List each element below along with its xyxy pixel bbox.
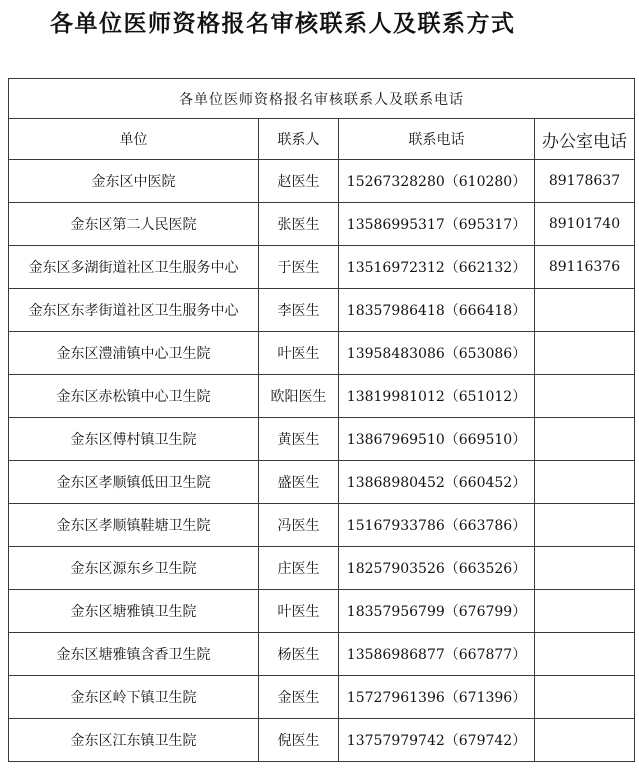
cell-phone: 13867969510（669510）: [339, 418, 535, 461]
cell-unit: 金东区源东乡卫生院: [9, 547, 259, 590]
cell-unit: 金东区中医院: [9, 160, 259, 203]
cell-unit: 金东区澧浦镇中心卫生院: [9, 332, 259, 375]
cell-office-phone: 89116376: [535, 246, 635, 289]
contacts-table-body: [9, 79, 635, 762]
cell-contact: 张医生: [259, 203, 339, 246]
cell-office-phone: [535, 504, 635, 547]
cell-contact: 欧阳医生: [259, 375, 339, 418]
cell-contact: 庄医生: [259, 547, 339, 590]
cell-unit: 金东区江东镇卫生院: [9, 719, 259, 762]
cell-office-phone: [535, 590, 635, 633]
cell-office-phone: 89101740: [535, 203, 635, 246]
table-row: [9, 461, 635, 504]
cell-unit: 金东区岭下镇卫生院: [9, 676, 259, 719]
table-row: [9, 160, 635, 203]
table-row: [9, 375, 635, 418]
cell-contact: 金医生: [259, 676, 339, 719]
table-row: [9, 289, 635, 332]
cell-unit: 金东区孝顺镇鞋塘卫生院: [9, 504, 259, 547]
cell-phone: 13958483086（653086）: [339, 332, 535, 375]
table-row: [9, 504, 635, 547]
cell-contact: 叶医生: [259, 590, 339, 633]
cell-contact: 冯医生: [259, 504, 339, 547]
table-caption: 各单位医师资格报名审核联系人及联系电话: [9, 79, 635, 119]
cell-unit: 金东区赤松镇中心卫生院: [9, 375, 259, 418]
cell-unit: 金东区塘雅镇含香卫生院: [9, 633, 259, 676]
cell-phone: 13516972312（662132）: [339, 246, 535, 289]
cell-phone: 18357956799（676799）: [339, 590, 535, 633]
header-contact: 联系人: [259, 119, 339, 160]
cell-contact: 叶医生: [259, 332, 339, 375]
cell-unit: 金东区孝顺镇低田卫生院: [9, 461, 259, 504]
cell-office-phone: [535, 332, 635, 375]
cell-phone: 15727961396（671396）: [339, 676, 535, 719]
cell-office-phone: [535, 547, 635, 590]
table-row: [9, 719, 635, 762]
table-caption-row: [9, 79, 635, 119]
cell-office-phone: [535, 719, 635, 762]
document-title: 各单位医师资格报名审核联系人及联系方式: [50, 11, 516, 37]
cell-contact: 于医生: [259, 246, 339, 289]
header-office-phone: 办公室电话: [535, 119, 635, 160]
cell-contact: 李医生: [259, 289, 339, 332]
header-phone: 联系电话: [339, 119, 535, 160]
cell-unit: 金东区傅村镇卫生院: [9, 418, 259, 461]
cell-contact: 倪医生: [259, 719, 339, 762]
cell-unit: 金东区第二人民医院: [9, 203, 259, 246]
cell-contact: 赵医生: [259, 160, 339, 203]
cell-contact: 杨医生: [259, 633, 339, 676]
cell-office-phone: [535, 375, 635, 418]
cell-unit: 金东区东孝街道社区卫生服务中心: [9, 289, 259, 332]
cell-phone: 13819981012（651012）: [339, 375, 535, 418]
contacts-table: [8, 78, 635, 762]
cell-office-phone: [535, 289, 635, 332]
table-row: [9, 676, 635, 719]
cell-office-phone: [535, 461, 635, 504]
table-row: [9, 547, 635, 590]
cell-contact: 盛医生: [259, 461, 339, 504]
table-row: [9, 418, 635, 461]
cell-phone: 13586986877（667877）: [339, 633, 535, 676]
cell-office-phone: 89178637: [535, 160, 635, 203]
cell-phone: 13757979742（679742）: [339, 719, 535, 762]
table-row: [9, 590, 635, 633]
cell-phone: 13868980452（660452）: [339, 461, 535, 504]
table-row: [9, 246, 635, 289]
table-row: [9, 332, 635, 375]
cell-phone: 18257903526（663526）: [339, 547, 535, 590]
cell-phone: 18357986418（666418）: [339, 289, 535, 332]
cell-phone: 15167933786（663786）: [339, 504, 535, 547]
cell-contact: 黄医生: [259, 418, 339, 461]
cell-office-phone: [535, 633, 635, 676]
cell-office-phone: [535, 676, 635, 719]
table-row: [9, 633, 635, 676]
header-unit: 单位: [9, 119, 259, 160]
cell-phone: 13586995317（695317）: [339, 203, 535, 246]
cell-unit: 金东区塘雅镇卫生院: [9, 590, 259, 633]
cell-unit: 金东区多湖街道社区卫生服务中心: [9, 246, 259, 289]
table-header-row: [9, 119, 635, 160]
cell-office-phone: [535, 418, 635, 461]
cell-phone: 15267328280（610280）: [339, 160, 535, 203]
table-row: [9, 203, 635, 246]
